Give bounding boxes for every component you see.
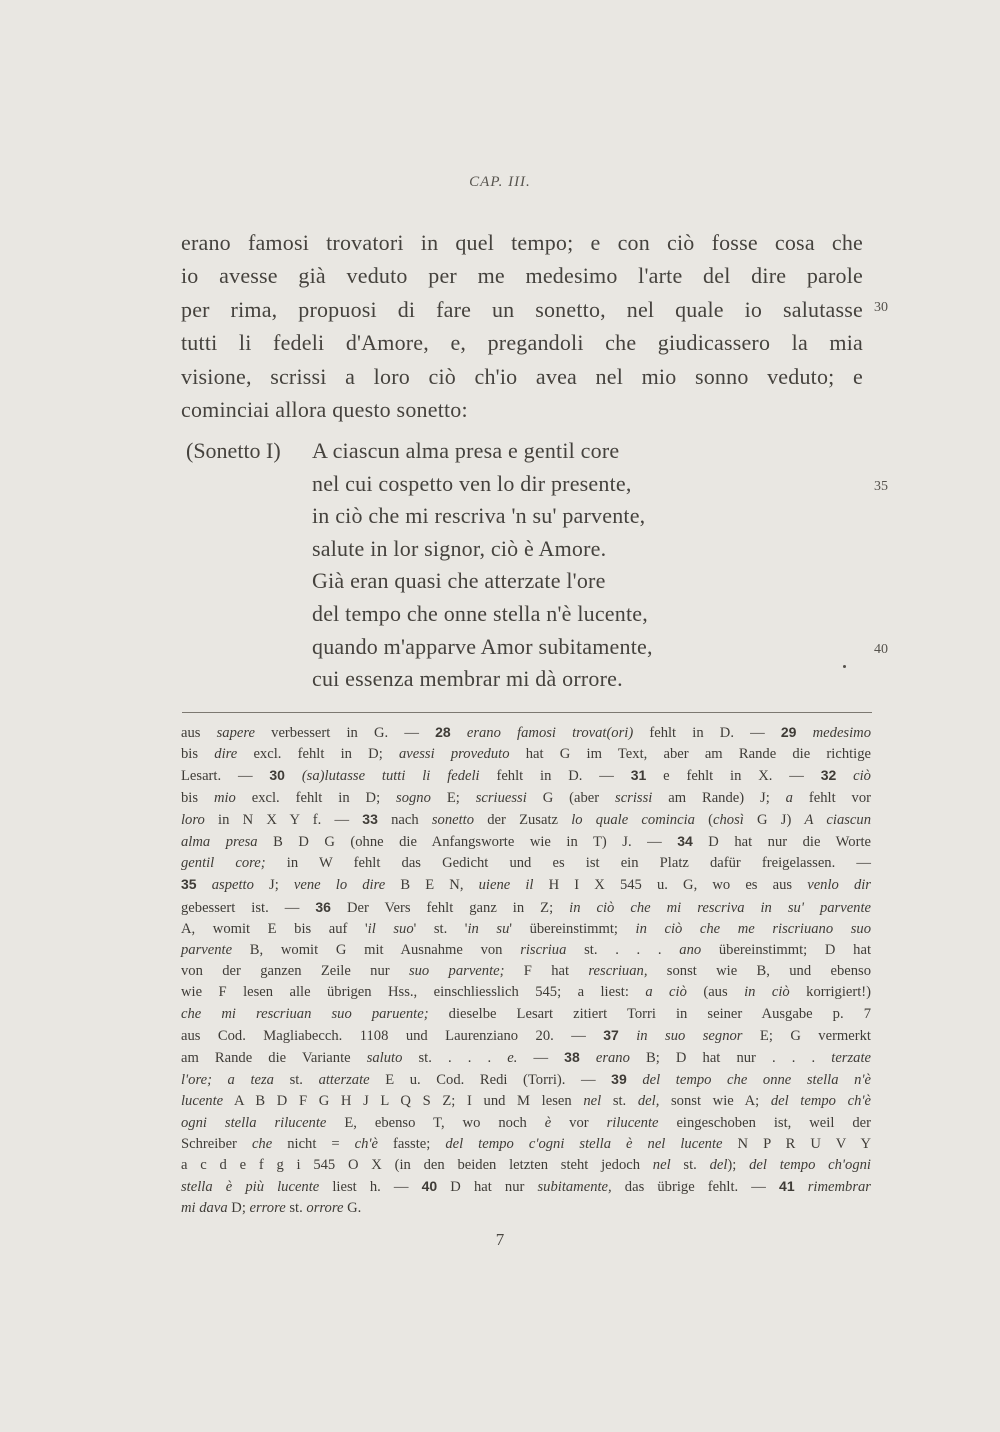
verse-line: A ciascun alma presa e gentil core: [312, 438, 620, 463]
note-line: ogni stella rilucente E, ebenso T, wo noch è vor rilucente eingeschoben ist, weil der: [181, 1114, 871, 1131]
verse-line: Già eran quasi che atterzate l'ore: [312, 568, 606, 594]
page-number: 7: [495, 1230, 505, 1249]
note-line: aus sapere verbessert in G. — 28 erano famosi trovat(ori) fehlt in D. — 29 medesimo: [181, 724, 871, 741]
note-line: alma presa B D G (ohne die Anfangsworte wie in T) J. — 34 D hat nur die Worte: [181, 833, 871, 851]
verse-line: quando m'apparve Amor subitamente,: [312, 633, 653, 659]
prose-line: per rima, propuosi di fare un sonetto, nel quale io salutasse: [181, 296, 863, 322]
note-line: l'ore; a teza st. atterzate E u. Cod. Redi (Torri). — 39 del tempo che onne stella n'è: [181, 1071, 871, 1089]
note-line: bis dire excl. fehlt in D; avessi proveduto hat G im Text, aber am Rande die richtige: [181, 746, 872, 763]
note-line: Schreiber che nicht = ch'è fasste; del tempo c'ogni stella è nel lucente N P R U V Y: [181, 1135, 871, 1152]
verse-line: salute in lor signor, ciò è Amore.: [312, 535, 607, 561]
note-line: bis mio excl. fehlt in D; sogno E; scriuessi G (aber scrissi am Rande) J; a fehlt vor: [181, 789, 871, 806]
note-line: loro in N X Y f. — 33 nach sonetto der Zusatz lo quale comincia (chosì G J) A ciascun: [181, 810, 871, 828]
sonnet-label: (Sonetto I): [186, 438, 281, 463]
prose-paragraph: [181, 226, 863, 426]
note-line: aus Cod. Magliabecch. 1108 und Laurenziano 20. — 37 in suo segnor E; G vermerkt: [181, 1026, 871, 1044]
verse-line: nel cui cospetto ven lo dir presente,: [312, 470, 632, 496]
stray-dot: [843, 665, 846, 668]
note-line: gebessert ist. — 36 Der Vers fehlt ganz in Z; in ciò che mi rescriva in su' parvente: [181, 898, 872, 916]
note-line: mi dava D; errore st. orrore G.: [181, 1200, 362, 1217]
note-line: 35 aspetto J; vene lo dire B E N, uiene il H I X 545 u. G, wo es aus venlo dir: [181, 876, 871, 894]
prose-line: visione, scrissi a loro ciò ch'io avea nel mio sonno veduto; e: [181, 363, 863, 389]
note-line: parvente B, womit G mit Ausnahme von riscriua st. . . . ano übereinstimmt; D hat: [181, 942, 871, 959]
verse-line: in ciò che mi rescriva 'n su' parvente,: [312, 503, 646, 529]
sonnet-verses: [312, 435, 782, 696]
note-line: a c d e f g i 545 O X (in den beiden letzten steht jedoch nel st. del); del tempo ch'ogni: [181, 1157, 871, 1174]
note-line: wie F lesen alle übrigen Hss., einschliesslich 545; a liest: a ciò (aus in ciò korrigiert!): [181, 984, 871, 1001]
note-line: am Rande die Variante saluto st. . . . e. — 38 erano B; D hat nur . . . terzate: [181, 1049, 871, 1067]
line-number: 40: [874, 642, 888, 657]
note-line: gentil core; in W fehlt das Gedicht und es ist ein Platz dafür freigelassen. —: [181, 855, 871, 872]
prose-line: cominciai allora questo sonetto:: [181, 397, 468, 423]
note-line: stella è più lucente liest h. — 40 D hat nur subitamente, das übrige fehlt. — 41 rimembrar: [181, 1178, 871, 1196]
verse-line: cui essenza membrar mi dà orrore.: [312, 666, 623, 692]
prose-line: tutti li fedeli d'Amore, e, pregandoli che giudicassero la mia: [181, 330, 863, 356]
note-line: lucente A B D F G H J L Q S Z; I und M lesen nel st. del, sonst wie A; del tempo ch'è: [181, 1093, 871, 1110]
note-line: Lesart. — 30 (sa)lutasse tutti li fedeli fehlt in D. — 31 e fehlt in X. — 32 ciò: [181, 767, 871, 785]
footnote-rule: [182, 712, 872, 713]
running-header: CAP. III.: [469, 174, 531, 190]
note-line: von der ganzen Zeile nur suo parvente; F hat rescriuan, sonst wie B, und ebenso: [181, 963, 872, 980]
note-line: che mi rescriuan suo paruente; dieselbe Lesart zitiert Torri in seiner Ausgabe p. 7: [181, 1005, 871, 1022]
prose-line: erano famosi trovatori in quel tempo; e con ciò fosse cosa che: [181, 230, 863, 255]
line-number: 35: [874, 479, 888, 494]
prose-line: io avesse già veduto per me medesimo l'arte del dire parole: [181, 263, 863, 289]
note-line: A, womit E bis auf 'il suo' st. 'in su' übereinstimmt; in ciò che me riscriuano suo: [181, 920, 872, 937]
critical-apparatus: [181, 722, 871, 1220]
verse-line: del tempo che onne stella n'è lucente,: [312, 600, 648, 626]
line-number: 30: [874, 300, 888, 315]
